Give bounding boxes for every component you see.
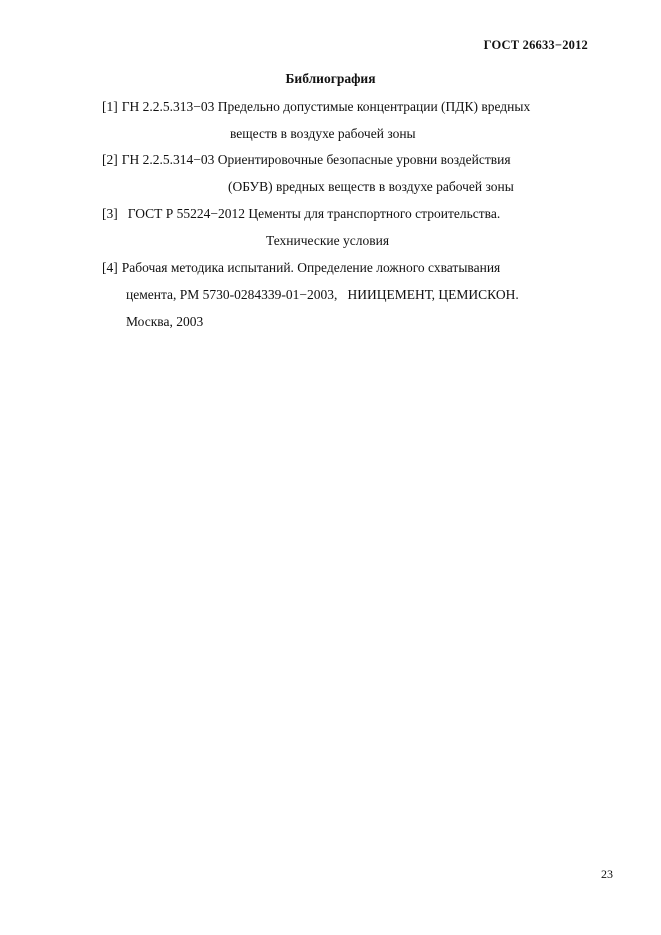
bibliography-entry-2-line-2: (ОБУВ) вредных веществ в воздухе рабочей зоны — [228, 179, 514, 194]
bibliography-entry-3-line-1 — [102, 207, 500, 221]
entry-1-number: [1] — [102, 99, 118, 114]
entry-3-text: ГОСТ Р 55224−2012 Цементы для транспортного строительства. — [127, 206, 501, 221]
entry-4-text: Рабочая методика испытаний. Определение ложного схватывания — [121, 260, 501, 275]
bibliography-entry-3-line-2: Технические условия — [266, 233, 390, 248]
page-number: 23 — [601, 867, 613, 881]
bibliography-entry-4-line-3: Москва, 2003 — [126, 314, 204, 329]
entry-4-number: [4] — [102, 260, 118, 275]
bibliography-entry-1-line-2: веществ в воздухе рабочей зоны — [230, 126, 416, 141]
entry-2-text: ГН 2.2.5.314−03 Ориентировочные безопасные уровни воздействия — [121, 152, 511, 167]
entry-2-number: [2] — [102, 152, 118, 167]
bibliography-entry-1-line-1 — [102, 100, 530, 114]
bibliography-entry-2-line-1 — [102, 153, 511, 167]
bibliography-entry-4-line-1 — [102, 261, 500, 275]
entry-3-number: [3] — [102, 206, 118, 221]
entry-1-text: ГН 2.2.5.313−03 Предельно допустимые концентрации (ПДК) вредных — [121, 99, 531, 114]
document-code: ГОСТ 26633−2012 — [483, 38, 588, 52]
bibliography-entry-4-line-2: цемента, РМ 5730-0284339-01−2003, НИИЦЕМЕНТ, ЦЕМИСКОН. — [126, 287, 519, 302]
bibliography-title: Библиография — [285, 71, 376, 86]
